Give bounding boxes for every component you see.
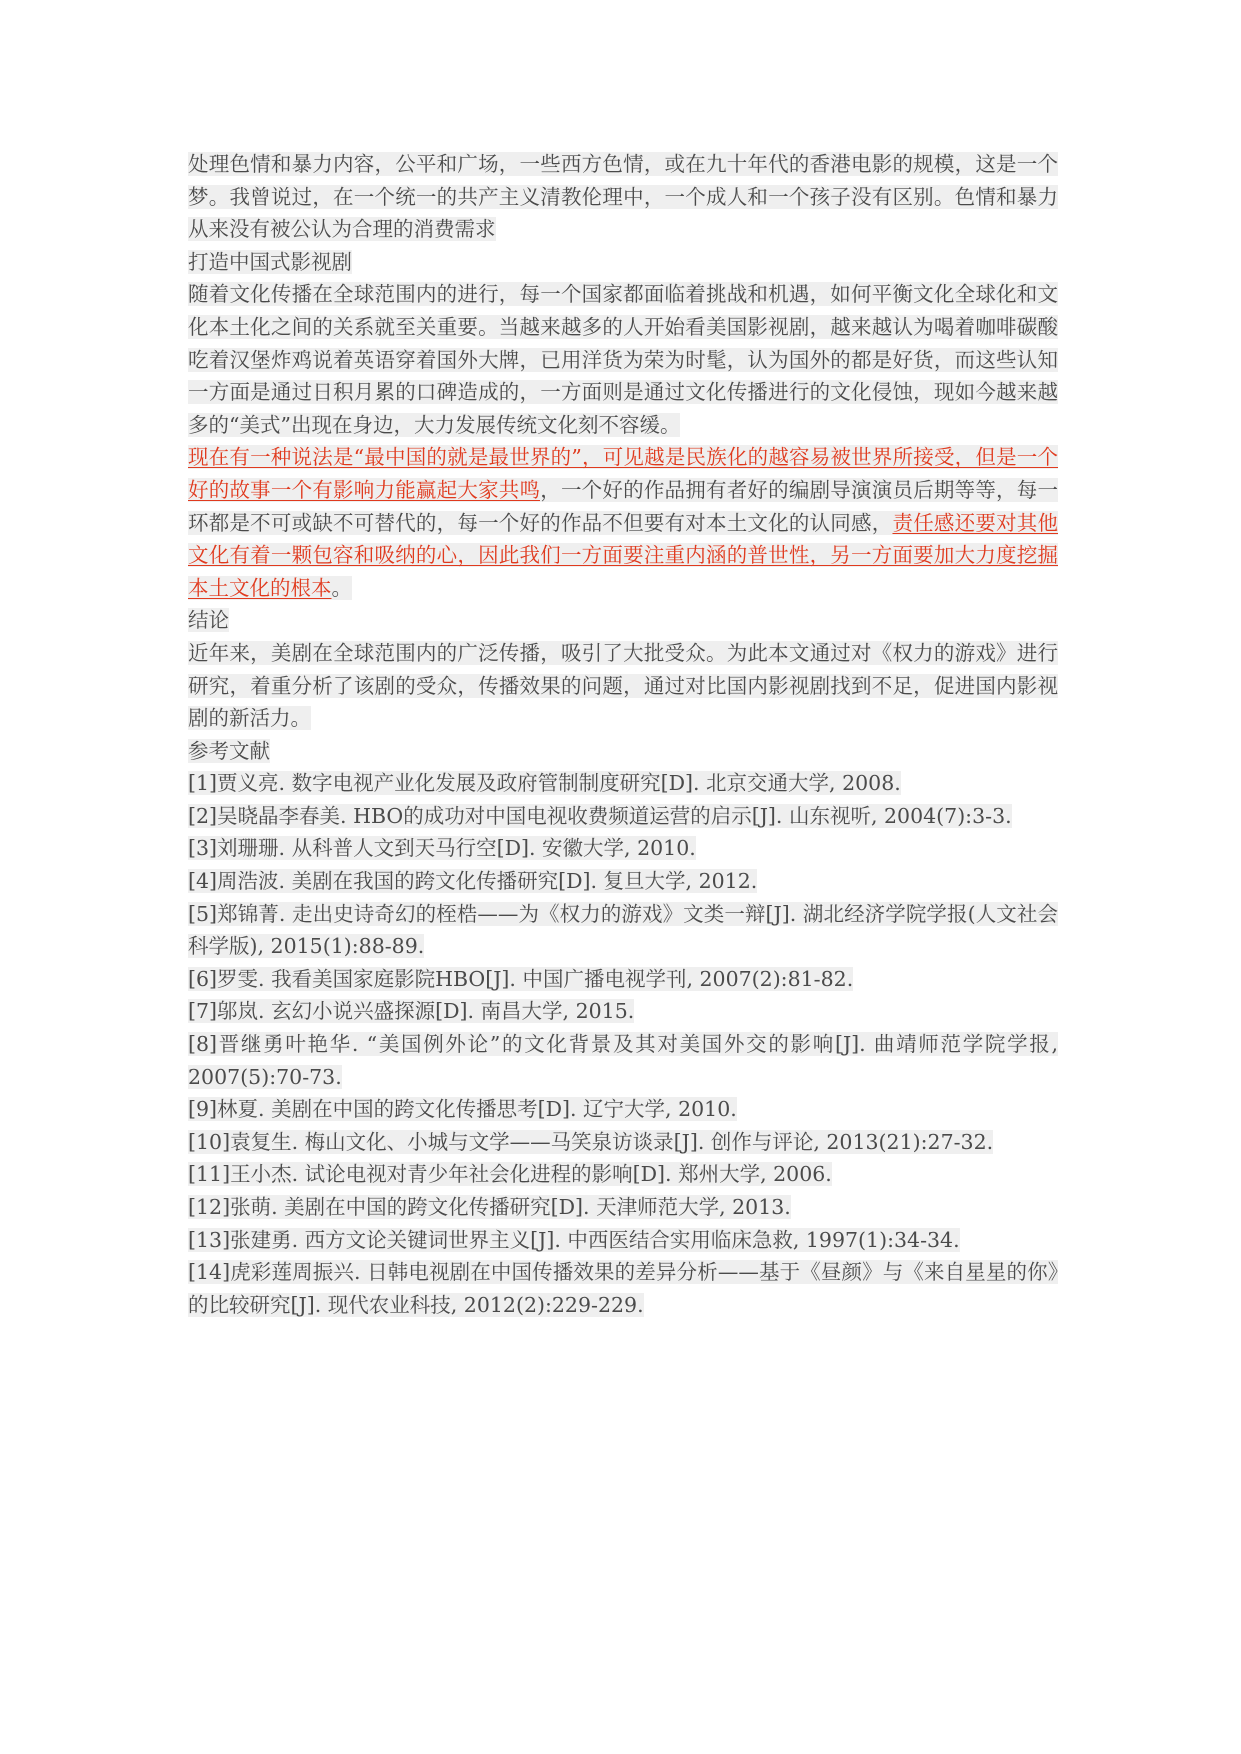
reference-text: [3]刘珊珊. 从科普人文到天马行空[D]. 安徽大学, 2010. (188, 836, 696, 861)
reference-item (188, 832, 1058, 865)
reference-item (188, 1028, 1058, 1093)
reference-item (188, 995, 1058, 1028)
reference-text: [4]周浩波. 美剧在我国的跨文化传播研究[D]. 复旦大学, 2012. (188, 869, 758, 894)
section-heading-conclusion (188, 604, 1058, 637)
reference-item (188, 1093, 1058, 1126)
reference-item (188, 767, 1058, 800)
paragraph-pornography-violence (188, 148, 1058, 246)
reference-item (188, 1191, 1058, 1224)
heading-text: 参考文献 (188, 738, 270, 763)
reference-item (188, 1126, 1058, 1159)
reference-item (188, 800, 1058, 833)
section-heading-chinese-style (188, 246, 1058, 279)
heading-text: 打造中国式影视剧 (188, 249, 352, 274)
reference-text: [12]张萌. 美剧在中国的跨文化传播研究[D]. 天津师范大学, 2013. (188, 1195, 791, 1219)
reference-text: [7]邬岚. 玄幻小说兴盛探源[D]. 南昌大学, 2015. (188, 999, 635, 1024)
reference-list (188, 767, 1058, 1321)
reference-text: [8]晋继勇叶艳华. “美国例外论”的文化背景及其对美国外交的影响[J]. 曲靖师范学院学报, 2007(5):70-73. (188, 1032, 1058, 1089)
reference-item (188, 898, 1058, 963)
reference-text: [2]吴晓晶李春美. HBO的成功对中国电视收费频道运营的启示[J]. 山东视听, 2004(7):3-3. (188, 803, 1012, 828)
reference-item (188, 865, 1058, 898)
reference-text: [13]张建勇. 西方文论关键词世界主义[J]. 中西医结合实用临床急救, 1997(1):34-34. (188, 1227, 960, 1252)
paragraph-text: 。 (331, 575, 352, 600)
paragraph-cultural-globalization (188, 278, 1058, 441)
reference-text: [6]罗雯. 我看美国家庭影院HBO[J]. 中国广播电视学刊, 2007(2):81-82. (188, 966, 854, 991)
section-heading-references (188, 735, 1058, 768)
emphasis-text: 责任感还要对其他文化有着一颗包容和吸纳的心，因此我们一方面要注重内涵的普世性，另一方面要加大力度挖掘本土文化的根本 (188, 510, 1059, 600)
reference-item (188, 1224, 1058, 1257)
document-page (188, 148, 1058, 1321)
reference-text: [14]虎彩莲周振兴. 日韩电视剧在中国传播效果的差异分析——基于《昼颜》与《来自星星的你》的比较研究[J]. 现代农业科技, 2012(2):229-229. (188, 1260, 1058, 1317)
paragraph-conclusion (188, 637, 1058, 735)
reference-text: [1]贾义亮. 数字电视产业化发展及政府管制制度研究[D]. 北京交通大学, 2008. (188, 771, 901, 796)
paragraph-text: ，一个好的作品拥有者好的编剧导演演员后期等等，每一环都是不可或缺不可替代的，每一个好的作品不但要有对本土文化的认同感， (188, 477, 1059, 535)
heading-text: 结论 (188, 608, 229, 633)
reference-item (188, 963, 1058, 996)
reference-text: [10]袁复生. 梅山文化、小城与文学——马笑泉访谈录[J]. 创作与评论, 2013(21):27-32. (188, 1129, 994, 1154)
paragraph-most-chinese-most-world (188, 441, 1058, 604)
paragraph-text: 近年来，美剧在全球范围内的广泛传播，吸引了大批受众。为此本文通过对《权力的游戏》进行研究，着重分析了该剧的受众，传播效果的问题，通过对比国内影视剧找到不足，促进国内影视剧的新活力。 (188, 640, 1058, 731)
paragraph-text: 处理色情和暴力内容，公平和广场，一些西方色情，或在九十年代的香港电影的规模，这是一个梦。我曾说过，在一个统一的共产主义清教伦理中，一个成人和一个孩子没有区别。色情和暴力从来没有被公认为合理的消费需求 (188, 152, 1058, 242)
reference-item (188, 1158, 1058, 1191)
reference-text: [5]郑锦菁. 走出史诗奇幻的桎梏——为《权力的游戏》文类一辩[J]. 湖北经济学院学报(人文社会科学版), 2015(1):88-89. (188, 901, 1058, 959)
emphasis-text: 现在有一种说法是“最中国的就是最世界的”，可见越是民族化的越容易被世界所接受，但是一个好的故事一个有影响力能赢起大家共鸣 (188, 445, 1058, 502)
paragraph-text: 随着文化传播在全球范围内的进行，每一个国家都面临着挑战和机遇，如何平衡文化全球化和文化本土化之间的关系就至关重要。当越来越多的人开始看美国影视剧，越来越认为喝着咖啡碳酸吃着汉堡炸鸡说着英语穿着国外大牌，已用洋货为荣为时髦，认为国外的都是好货，而这些认知一方面是通过日积月累的口碑造成的，一方面则是通过文化传播进行的文化侵蚀，现如今越来越多的“美式”出现在身边，大力发展传统文化刻不容缓。 (188, 282, 1058, 437)
reference-text: [11]王小杰. 试论电视对青少年社会化进程的影响[D]. 郑州大学, 2006. (188, 1162, 832, 1187)
reference-item (188, 1256, 1058, 1321)
reference-text: [9]林夏. 美剧在中国的跨文化传播思考[D]. 辽宁大学, 2010. (188, 1097, 737, 1122)
